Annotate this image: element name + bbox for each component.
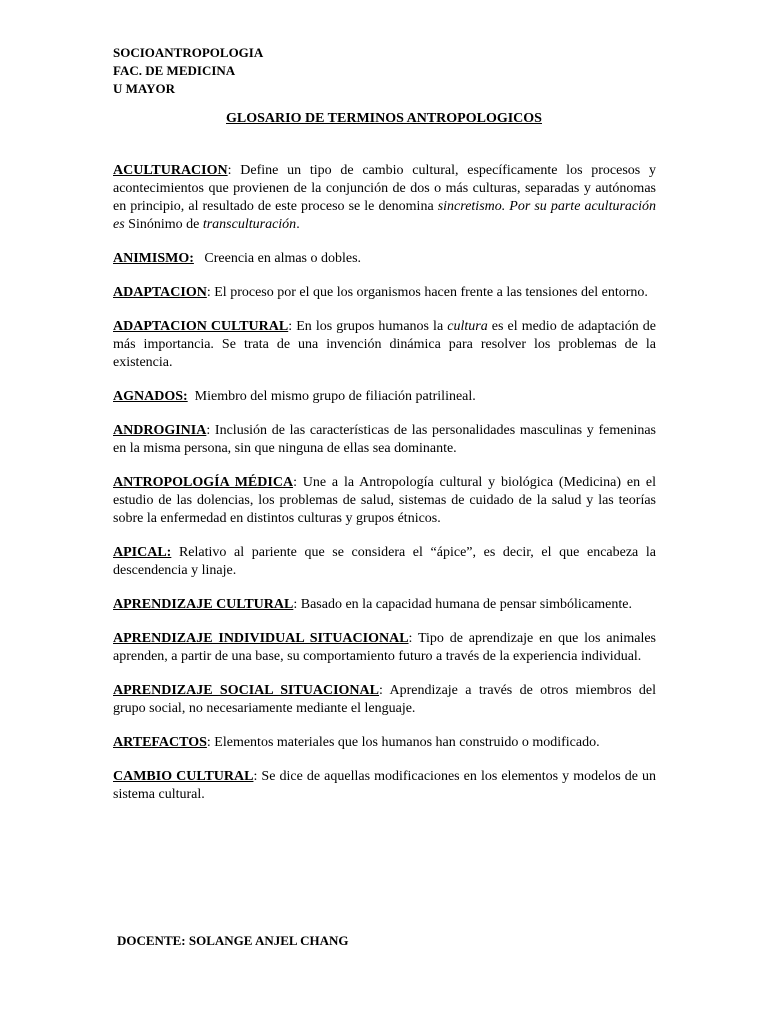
term-separator: :	[379, 683, 383, 698]
glossary-term: APRENDIZAJE CULTURAL	[113, 597, 294, 612]
definition-italic: transculturación	[202, 217, 297, 232]
glossary-definition: Une a la Antropología cultural y biológica (Medicina) en el estudio de las dolencias, los problemas de salud, sistemas de cuidado de la salud y las teorías sobre la enfermedad en distintos culturas y grupos étnicos.	[113, 475, 657, 526]
glossary-definition: Relativo al pariente que se considera el “ápice”, es decir, el que encabeza la descendencia y linaje.	[113, 545, 656, 578]
glossary-definition: Aprendizaje a través de otros miembros del grupo social, no necesariamente mediante el lenguaje.	[113, 683, 656, 716]
term-separator: :	[293, 475, 297, 490]
glossary-entry	[113, 422, 656, 458]
glossary-definition: Se dice de aquellas modificaciones en los elementos y modelos de un sistema cultural.	[113, 769, 657, 802]
glossary-definition: Basado en la capacidad humana de pensar simbólicamente.	[297, 597, 632, 612]
glossary-definition: Inclusión de las características de las personalidades masculinas y femeninas en la misma persona, sin que ninguna de ellas sea dominante.	[113, 423, 656, 456]
term-separator: :	[206, 423, 211, 438]
document-title: GLOSARIO DE TERMINOS ANTROPOLOGICOS	[226, 111, 542, 126]
glossary-entry	[113, 474, 656, 528]
glossary-entry	[113, 318, 656, 372]
glossary-definition: Elementos materiales que los humanos han construido o modificado.	[210, 735, 600, 750]
glossary-definition: El proceso por el que los organismos hacen frente a las tensiones del entorno.	[210, 285, 648, 300]
glossary-definition: En los grupos humanos la	[292, 319, 448, 334]
glossary-definition: Creencia en almas o dobles.	[193, 251, 362, 266]
glossary-term: ANDROGINIA	[113, 423, 207, 438]
glossary-entry	[113, 162, 656, 234]
term-separator: :	[293, 597, 298, 612]
glossary-term: ADAPTACION CULTURAL	[113, 319, 289, 334]
glossary-entry	[113, 250, 656, 268]
glossary-term: APRENDIZAJE SOCIAL SITUACIONAL	[113, 683, 379, 698]
term-separator: :	[206, 735, 211, 750]
glossary-term: AGNADOS:	[113, 389, 188, 404]
glossary-term: ACULTURACION	[113, 163, 228, 178]
glossary-definition: Sinónimo de	[124, 217, 203, 232]
header-university: U MAYOR	[113, 81, 175, 96]
glossary-term: ARTEFACTOS	[113, 735, 207, 750]
definition-italic: cultura	[447, 319, 488, 334]
glossary-entry	[113, 284, 656, 302]
document-header	[113, 44, 263, 98]
definition-italic: sincretismo. Por su parte aculturación es	[113, 199, 657, 232]
glossary-term: APRENDIZAJE INDIVIDUAL SITUACIONAL	[113, 631, 409, 646]
glossary-definition: Miembro del mismo grupo de filiación patrilineal.	[187, 389, 476, 404]
glossary-term: ADAPTACION	[113, 285, 207, 300]
header-subject: SOCIOANTROPOLOGIA	[113, 45, 264, 60]
glossary-definition: .	[296, 217, 300, 232]
glossary-definition: Define un tipo de cambio cultural, específicamente los procesos y acontecimientos que provienen de la conjunción de dos o más culturas, separadas y autónomas en principio, al resultado de este proceso se le denomina	[113, 163, 656, 214]
glossary-entry	[113, 768, 656, 804]
glossary-term: APICAL:	[113, 545, 172, 560]
glossary-entry	[113, 388, 656, 406]
glossary-list	[113, 162, 656, 820]
glossary-definition: Tipo de aprendizaje en que los animales aprenden, a partir de una base, su comportamiento futuro a través de la experiencia individual.	[113, 631, 656, 664]
document-footer: DOCENTE: SOLANGE ANJEL CHANG	[117, 933, 349, 948]
term-separator: :	[408, 631, 413, 646]
term-separator: :	[253, 769, 258, 784]
glossary-entry	[113, 682, 656, 718]
glossary-term: ANTROPOLOGÍA MÉDICA	[113, 475, 294, 490]
glossary-term: CAMBIO CULTURAL	[113, 769, 254, 784]
term-separator: :	[206, 285, 211, 300]
glossary-entry	[113, 544, 656, 580]
glossary-entry	[113, 630, 656, 666]
glossary-entry	[113, 734, 656, 752]
glossary-definition: es el medio de adaptación de más importancia. Se trata de una invención dinámica para resolver los problemas de la existencia.	[113, 319, 657, 370]
header-faculty: FAC. DE MEDICINA	[113, 63, 236, 78]
glossary-term: ANIMISMO:	[113, 251, 194, 266]
term-separator: :	[227, 163, 232, 178]
term-separator: :	[288, 319, 293, 334]
glossary-entry	[113, 596, 656, 614]
